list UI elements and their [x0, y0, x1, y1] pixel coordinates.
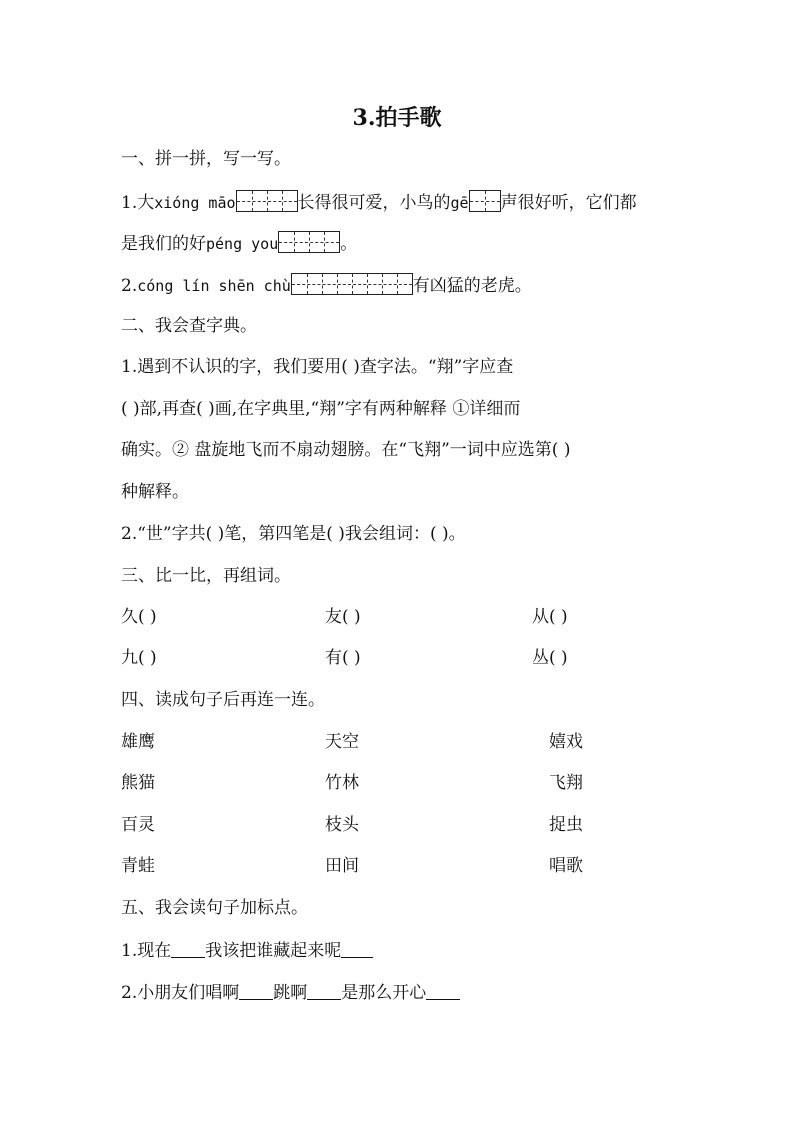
match-middle-item[interactable]: 田间 — [325, 856, 359, 876]
match-right-item[interactable]: 飞翔 — [549, 773, 583, 793]
match-left-item[interactable]: 青蛙 — [121, 856, 155, 876]
section-3-heading: 三、比一比，再组词。 — [121, 566, 291, 586]
s2-question-1-line-2: ( )部,再查( )画,在字典里,“翔”字有两种解释 ①详细而 — [121, 399, 521, 419]
match-right-item[interactable]: 嬉戏 — [549, 732, 583, 752]
writing-grid-conglinshenchu[interactable] — [291, 273, 413, 295]
compare-item: 友( ) — [325, 607, 361, 627]
compare-item: 久( ) — [121, 607, 157, 627]
s5-question-1: 1.现在 我该把谁藏起来呢 — [121, 940, 373, 962]
punctuation-blank[interactable] — [307, 983, 341, 1000]
punctuation-blank[interactable] — [341, 941, 373, 958]
compare-item: 九( ) — [121, 648, 157, 668]
writing-grid-ge[interactable] — [469, 190, 501, 212]
match-right-item[interactable]: 唱歌 — [549, 856, 583, 876]
section-4-heading: 四、读成句子后再连一连。 — [121, 690, 325, 710]
match-middle-item[interactable]: 枝头 — [325, 815, 359, 835]
compare-item: 从( ) — [532, 607, 568, 627]
section-5-heading: 五、我会读句子加标点。 — [121, 898, 308, 918]
s1-question-1-line-1: 1.大xióng māo 长得很可爱，小鸟的gē 声很好听，它们都 — [121, 190, 637, 214]
match-middle-item[interactable]: 竹林 — [325, 773, 359, 793]
match-left-item[interactable]: 雄鹰 — [121, 732, 155, 752]
s1-question-1-line-2: 是我们的好péng you 。 — [121, 231, 357, 255]
punctuation-blank[interactable] — [426, 983, 460, 1000]
s2-question-1-line-1: 1.遇到不认识的字，我们要用( )查字法。“翔”字应查 — [121, 357, 514, 377]
match-middle-item[interactable]: 天空 — [325, 732, 359, 752]
compare-item: 丛( ) — [532, 648, 568, 668]
s2-question-1-line-3: 确实。② 盘旋地飞而不扇动翅膀。在“飞翔”一词中应选第( ) — [121, 440, 571, 460]
section-2-heading: 二、我会查字典。 — [121, 316, 257, 336]
match-left-item[interactable]: 熊猫 — [121, 773, 155, 793]
match-left-item[interactable]: 百灵 — [121, 815, 155, 835]
match-right-item[interactable]: 捉虫 — [549, 815, 583, 835]
s2-question-2: 2.“世”字共( )笔，第四笔是( )我会组词：( )。 — [121, 524, 466, 544]
compare-item: 有( ) — [325, 648, 361, 668]
s5-question-2: 2.小朋友们唱啊 跳啊 是那么开心 — [121, 982, 460, 1004]
s1-question-2: 2.cóng lín shēn chù 有凶猛的老虎。 — [121, 273, 532, 297]
page-title: 3.拍手歌 — [352, 105, 442, 131]
writing-grid-xiongmao[interactable] — [236, 190, 298, 212]
section-1-heading: 一、拼一拼，写一写。 — [121, 149, 291, 169]
punctuation-blank[interactable] — [171, 941, 205, 958]
punctuation-blank[interactable] — [239, 983, 273, 1000]
s2-question-1-line-4: 种解释。 — [121, 482, 189, 502]
writing-grid-pengyou[interactable] — [278, 231, 340, 253]
